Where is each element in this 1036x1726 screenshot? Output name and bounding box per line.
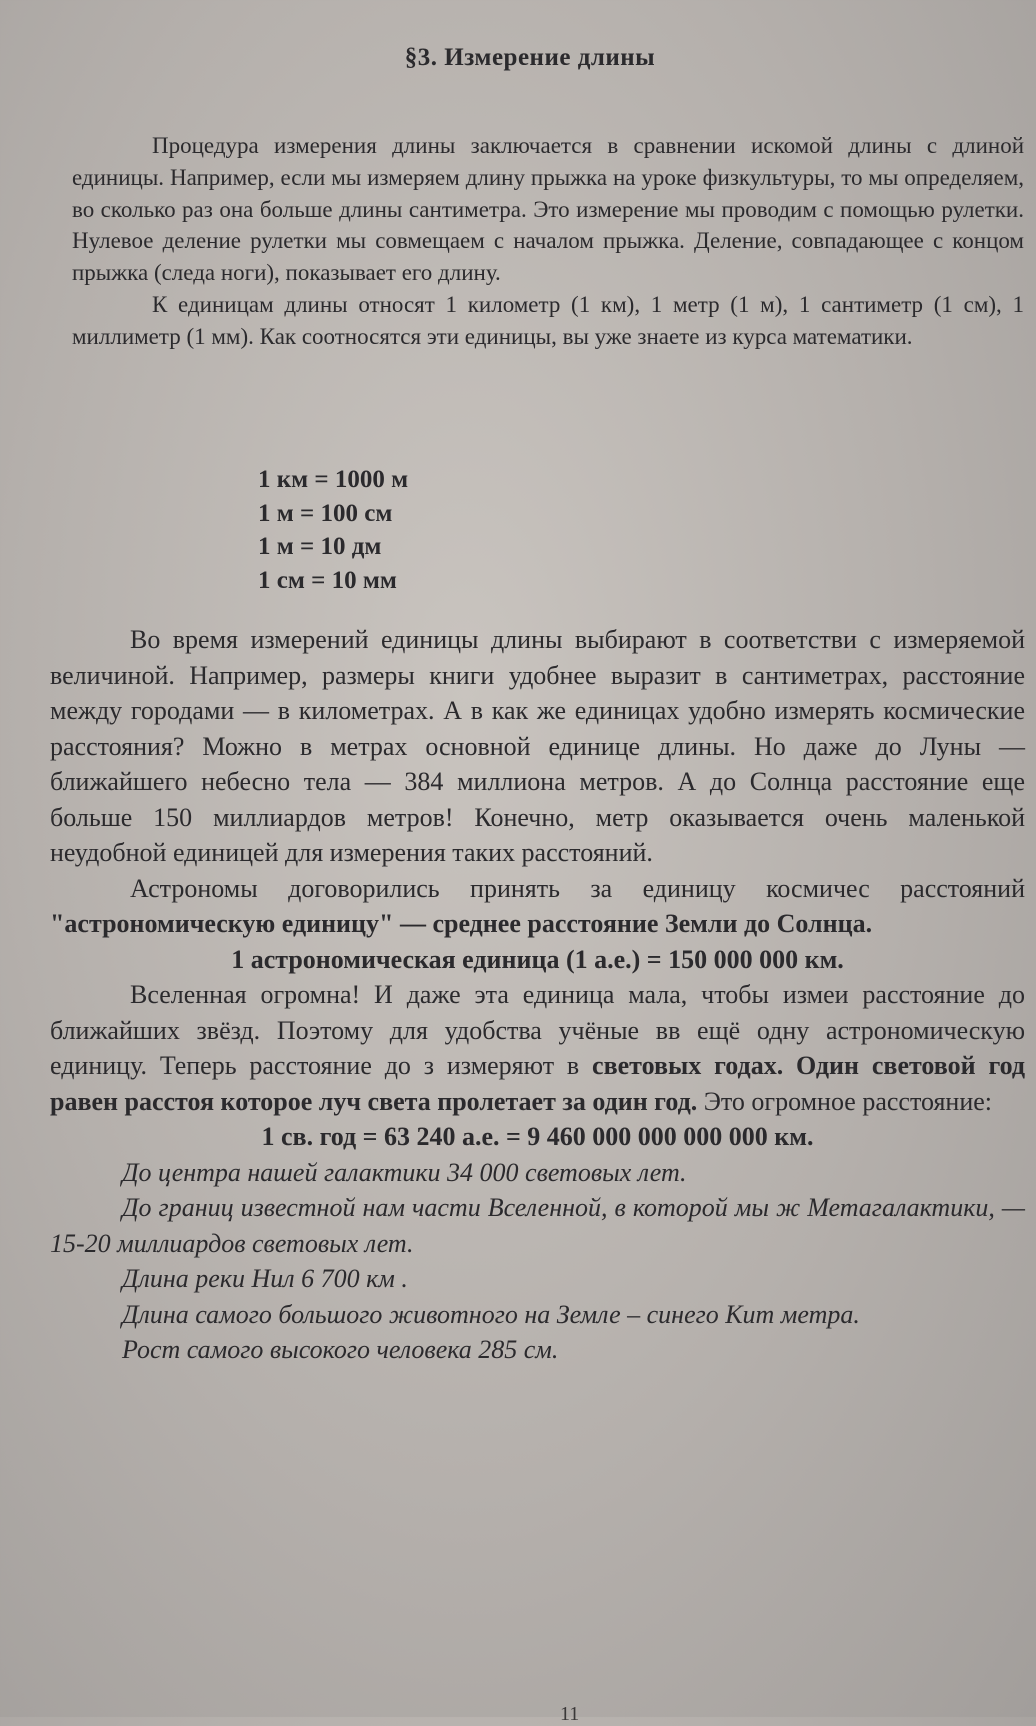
- fact-tallest-man: Рост самого высокого человека 285 см.: [122, 1335, 559, 1364]
- paragraph-length-units: К единицам длины относят 1 километр (1 км), 1 метр (1 м), 1 сантиметр (1 см), 1 миллиметр (1 мм). Как соотносятся эти единицы, вы уже знаете из курса математики.: [72, 291, 1024, 349]
- paragraph-measurement-procedure: Процедура измерения длины заключается в сравнении искомой длины с длиной единицы. Например, если мы измеряем длину прыжка на уроке физкультуры, то мы определяем, во сколько раз она больше длины сантиметра. Это измерение мы проводим с помощью рулетки. Нулевое деление рулетки мы совмещаем с началом прыжка. Деление, совпадающее с концом прыжка (следа ноги), показывает его длину.: [72, 133, 1024, 286]
- formula-m-dm: 1 м = 10 дм: [258, 533, 382, 560]
- fact-blue-whale: Длина самого большого животного на Земле – синего Кит метра.: [122, 1299, 860, 1329]
- fact-nile: Длина реки Нил 6 700 км .: [122, 1264, 408, 1293]
- page-number: 11: [560, 1703, 580, 1725]
- paragraph-astronomical-unit: Астрономы договорились принять за единицу космичес расстояний "астрономическую единицу" — среднее расстояние Земли до Солнца.: [50, 873, 1025, 938]
- formula-cm-mm: 1 см = 10 мм: [258, 566, 397, 594]
- paragraph-light-year: Вселенная огромна! И даже эта единица мала, чтобы измеи расстояние до ближайших звёзд. Поэтому для удобства учёные вв ещё одну астрономическую единицу. Теперь расстояние до з измеряют в световых годах. Один световой год равен расстоя которое луч света пролетает за один год. Это огромное расстояние:: [50, 980, 1026, 1116]
- fact-metagalaxy: До границ известной нам части Вселенной, в которой мы ж Метагалактики, — 15-20 миллиардов световых лет.: [50, 1193, 1025, 1258]
- intro-section: [72, 130, 1024, 353]
- page-title: §3. Измерение длины: [404, 44, 656, 71]
- unit-conversions: [258, 463, 408, 597]
- au-definition: "астрономическую единицу" — среднее расстояние Земли до Солнца.: [50, 909, 873, 938]
- paragraph-unit-choice: Во время измерений единицы длины выбирают в соответстви с измеряемой величиной. Например, размеры книги удобнее выразит в сантиметрах, расстояние между городами — в километрах. А в как же единицах удобно измерять космические расстояния? Можно в метрах основной единице длины. Но даже до Луны — ближайшего небесно тела — 384 миллиона метров. А до Солнца расстояние еще больше 150 миллиардов метров! Конечно, метр оказывается очень маленькой неудобной единицей для измерения таких расстояний.: [50, 625, 1025, 867]
- formula-m-cm: 1 м = 100 см: [258, 499, 393, 527]
- space-distances-section: [50, 622, 1025, 1368]
- fact-galaxy-center: До центра нашей галактики 34 000 световых лет.: [122, 1157, 687, 1187]
- formula-km: 1 км = 1000 м: [258, 466, 409, 493]
- light-year-definition: световых годах. Один световой год равен расстоя которое луч света пролетает за один год.: [50, 1051, 1026, 1116]
- light-year-formula: 1 св. год = 63 240 а.е. = 9 460 000 000 000 000 км.: [261, 1122, 814, 1151]
- au-formula: 1 астрономическая единица (1 а.е.) = 150 000 000 км.: [231, 944, 844, 974]
